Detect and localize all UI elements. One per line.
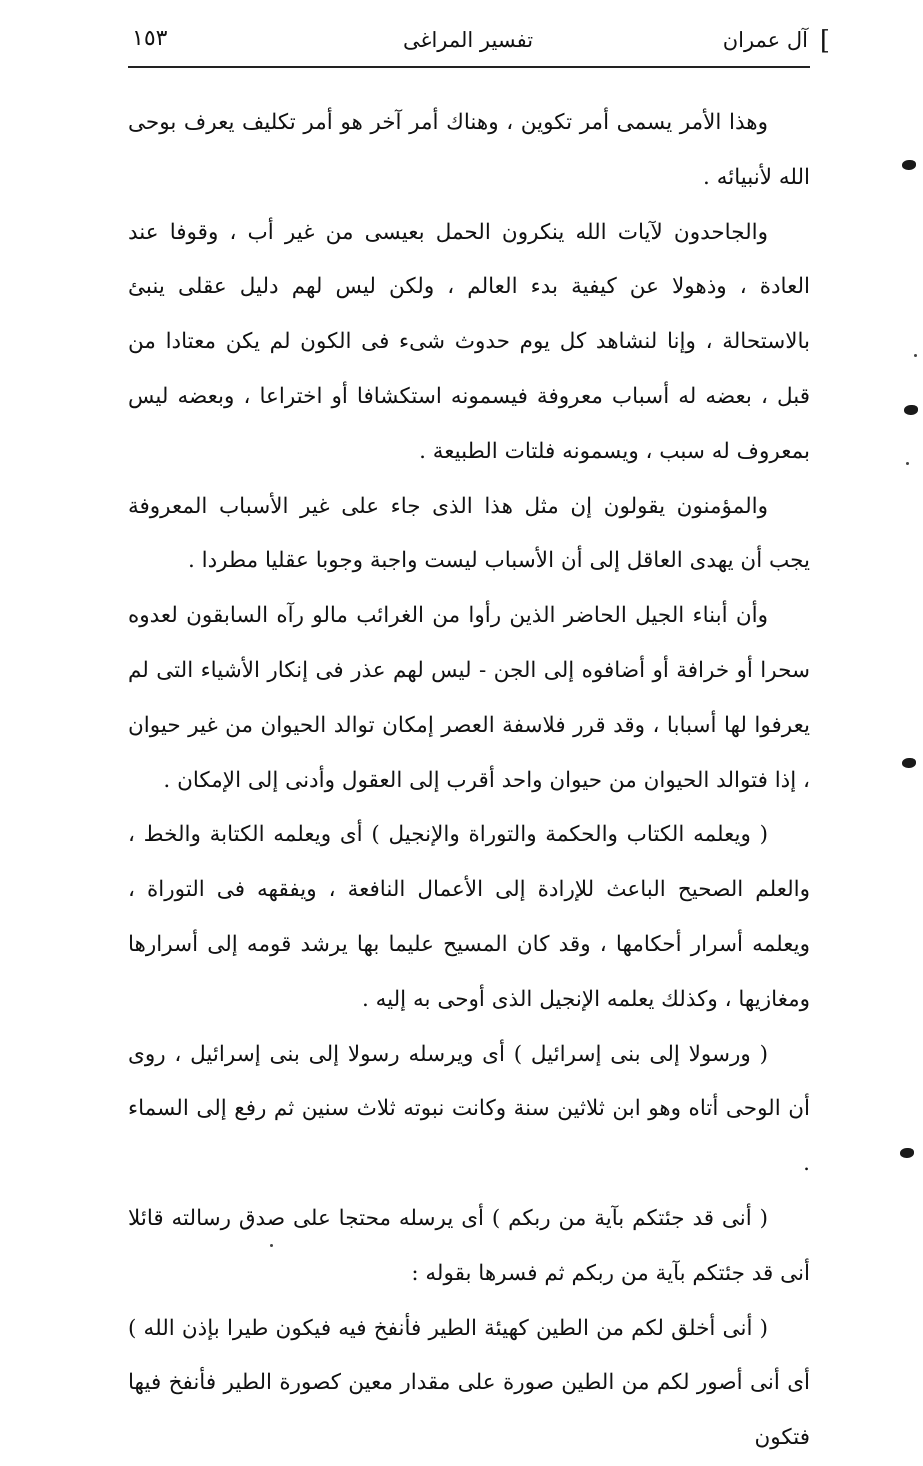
scan-speck	[906, 462, 909, 465]
page-number: ١٥٣	[132, 26, 168, 51]
header-bracket: ]	[819, 26, 830, 56]
scan-mark	[902, 160, 916, 170]
paragraph: وهذا الأمر يسمى أمر تكوين ، وهناك أمر آخر هو أمر تكليف يعرف بوحى الله لأنبيائه .	[128, 110, 810, 190]
paragraph: والمؤمنون يقولون إن مثل هذا الذى جاء على غير الأسباب المعروفة يجب أن يهدى العاقل إلى أن الأسباب ليست واجبة وجوبا عقليا مطردا .	[128, 493, 810, 574]
scan-speck	[914, 354, 917, 357]
scan-mark	[902, 758, 916, 768]
header-rule	[128, 66, 810, 68]
scan-speck	[270, 1244, 273, 1247]
paragraph: ( ويعلمه الكتاب والحكمة والتوراة والإنجيل ) أى ويعلمه الكتابة والخط ، والعلم الصحيح الباعث للإرادة إلى الأعمال النافعة ، ويفقهه فى التوراة ، ويعلمه أسرار أحكامها ، وقد كان المسيح عليما بها يرشد قومه إلى أسرارها ومغازيها ، وكذلك يعلمه الإنجيل الذى أوحى به إليه .	[128, 822, 810, 1012]
scan-mark	[900, 1148, 914, 1158]
page-body	[128, 96, 810, 1466]
page-header	[128, 26, 830, 62]
scan-mark	[904, 405, 918, 415]
paragraph: والجاحدون لآيات الله ينكرون الحمل بعيسى من غير أب ، وقوفا عند العادة ، وذهولا عن كيفية بدء العالم ، ولكن ليس لهم دليل عقلى ينبئ بالاستحالة ، وإنا لنشاهد كل يوم حدوث شىء فى الكون لم يكن معتادا من قبل ، بعضه له أسباب معروفة فيسمونه استكشافا أو اختراعا ، وبعضه ليس بمعروف له سبب ، ويسمونه فلتات الطبيعة .	[128, 219, 810, 464]
paragraph: ( أنى أخلق لكم من الطين كهيئة الطير فأنفخ فيه فيكون طيرا بإذن الله ) أى أنى أصور لكم من الطين صورة على مقدار معين كصورة الطير فأنفخ فيها فتكون	[128, 1315, 810, 1451]
book-title: تفسير المراغى	[402, 28, 534, 52]
surah-name: آل عمران	[722, 28, 808, 52]
paragraph: ( أنى قد جئتكم بآية من ربكم ) أى يرسله محتجا على صدق رسالته قائلا أنى قد جئتكم بآية من ربكم ثم فسرها بقوله :	[128, 1205, 810, 1286]
paragraph: ( ورسولا إلى بنى إسرائيل ) أى ويرسله رسولا إلى بنى إسرائيل ، روى أن الوحى أتاه وهو ابن ثلاثين سنة وكانت نبوته ثلاث سنين ثم رفع إلى السماء .	[128, 1041, 810, 1177]
paragraph: وأن أبناء الجيل الحاضر الذين رأوا من الغرائب مالو رآه السابقون لعدوه سحرا أو خرافة أو أضافوه إلى الجن - ليس لهم عذر فى إنكار الأشياء التى لم يعرفوا لها أسبابا ، وقد قرر فلاسفة العصر إمكان توالد الحيوان من غير حيوان ، إذا فتوالد الحيوان من حيوان واحد أقرب إلى العقول وأدنى إلى الإمكان .	[128, 603, 810, 793]
